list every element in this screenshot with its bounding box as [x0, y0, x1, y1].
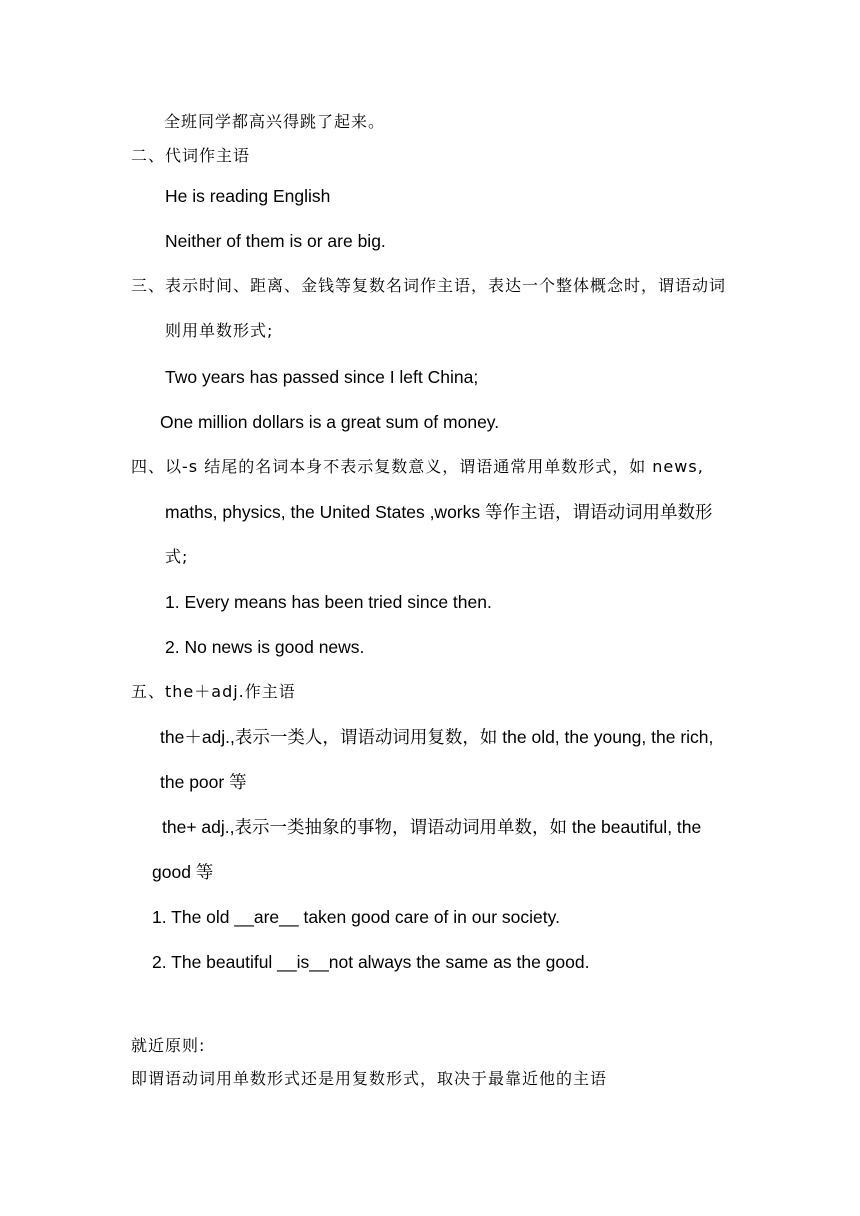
example-two-years: Two years has passed since I left China;	[165, 367, 479, 387]
example-every-means: 1. Every means has been tried since then.	[165, 592, 492, 612]
rule-the-adj-abstract: the+ adj.,表示一类抽象的事物，谓语动词用单数，如 the beautiful, the	[162, 817, 702, 837]
section-4-heading-end: 式;	[165, 547, 189, 566]
example-no-news: 2. No news is good news.	[165, 637, 365, 657]
section-5-heading: 五、the＋adj.作主语	[131, 682, 296, 701]
rule-the-adj-people: the＋adj.,表示一类人，谓语动词用复数，如 the old, the young, the rich,	[160, 727, 714, 747]
section-4-heading-cont: maths, physics, the United States ,works 等作主语，谓语动词用单数形	[165, 502, 713, 522]
section-3-heading-cont: 则用单数形式;	[165, 321, 274, 340]
example-one-million: One million dollars is a great sum of money.	[160, 412, 500, 432]
section-2-heading: 二、代词作主语	[131, 146, 251, 165]
section-4-heading: 四、以-s 结尾的名词本身不表示复数意义，谓语通常用单数形式，如 news,	[131, 457, 704, 476]
exercise-the-beautiful: 2. The beautiful __is__not always the same as the good.	[152, 952, 590, 972]
exercise-the-old: 1. The old __are__ taken good care of in our society.	[152, 907, 560, 927]
rule-the-adj-abstract-cont: good 等	[152, 862, 214, 882]
example-neither-of-them: Neither of them is or are big.	[165, 231, 386, 251]
rule-the-adj-people-cont: the poor 等	[160, 772, 247, 792]
proximity-principle-heading: 就近原则:	[131, 1036, 206, 1055]
proximity-principle-text: 即谓语动词用单数形式还是用复数形式，取决于最靠近他的主语	[131, 1069, 608, 1088]
example-he-reading: He is reading English	[165, 186, 331, 206]
example-sentence-class-jumped: 全班同学都高兴得跳了起来。	[164, 112, 386, 131]
section-3-heading: 三、表示时间、距离、金钱等复数名词作主语，表达一个整体概念时，谓语动词	[131, 276, 727, 295]
